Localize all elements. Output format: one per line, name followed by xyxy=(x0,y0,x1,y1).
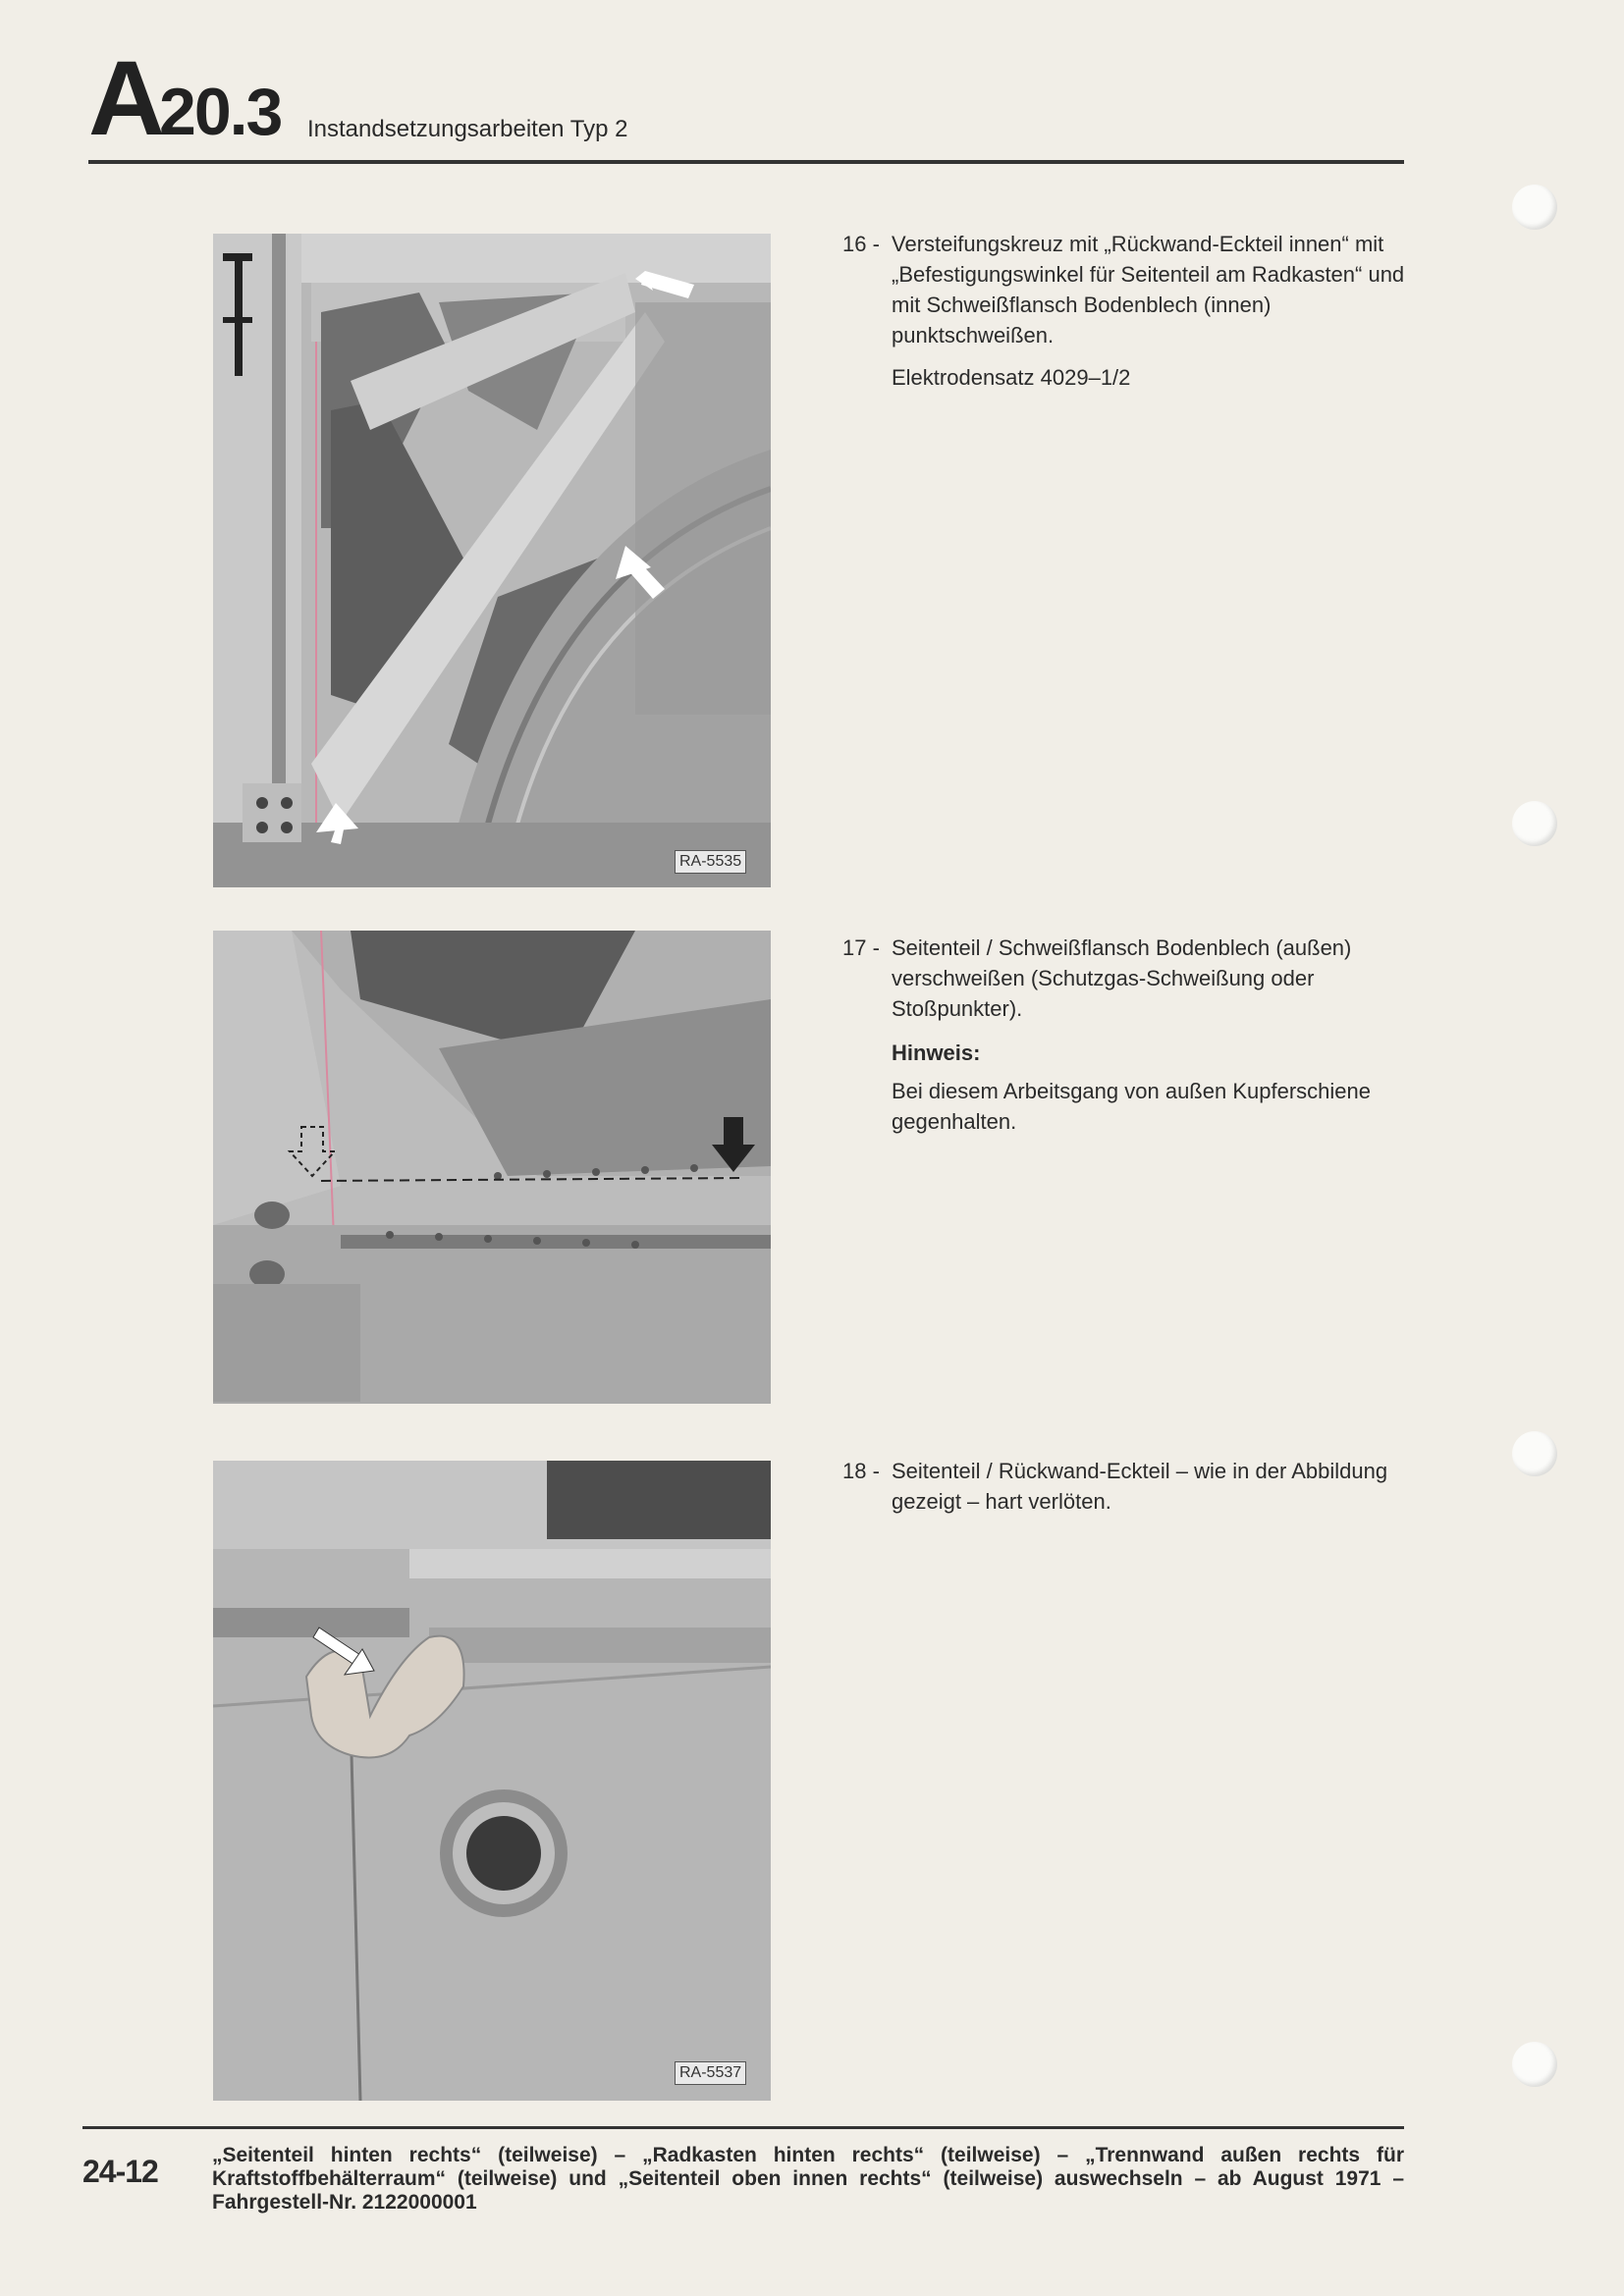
page-header xyxy=(88,38,1404,167)
binder-hole-icon xyxy=(1512,1431,1557,1476)
photo-floor-flange xyxy=(213,931,771,1404)
binder-hole-icon xyxy=(1512,801,1557,846)
step-text: Seitenteil / Rückwand-Eckteil – wie in der Abbildung gezeigt – hart verlöten. xyxy=(892,1459,1388,1514)
section-title: Instandsetzungsarbeiten Typ 2 xyxy=(307,116,628,142)
step-16 xyxy=(842,229,1432,393)
note-heading: Hinweis: xyxy=(892,1041,981,1065)
binder-hole-icon xyxy=(1512,185,1557,230)
step-text: Versteifungskreuz mit „Rückwand-Eckteil innen“ mit „Befestigungswinkel für Seitenteil am Radkasten“ und mit Schweißflansch Bodenblech (innen) punktschweißen. xyxy=(892,232,1405,347)
step-tool-note: Elektrodensatz 4029–1/2 xyxy=(892,365,1131,390)
photo-brazed-joint xyxy=(213,1461,771,2101)
section-code-number: 20.3 xyxy=(159,75,282,149)
header-rule xyxy=(88,160,1404,164)
page-number: 24-12 xyxy=(82,2154,158,2189)
footer-rule xyxy=(82,2126,1404,2129)
note-text: Bei diesem Arbeitsgang von außen Kupferschiene gegenhalten. xyxy=(892,1079,1371,1134)
photo-brazed-joint-image xyxy=(213,1461,771,2101)
step-number: 17 - xyxy=(842,935,880,960)
section-code xyxy=(88,38,282,161)
photo-floor-flange-image xyxy=(213,931,771,1404)
step-text: Seitenteil / Schweißflansch Bodenblech (außen) verschweißen (Schutzgas-Schweißung oder Stoßpunkter). xyxy=(892,935,1352,1021)
binder-hole-icon xyxy=(1512,2042,1557,2087)
footer-description: „Seitenteil hinten rechts“ (teilweise) – „Radkasten hinten rechts“ (teilweise) – „Trennwand außen rechts für Kraftstoffbehälterraum“ (teilweise) und „Seitenteil oben innen rechts“ (teilweise) auswechseln – ab August 1971 – Fahrgestell-Nr. 2122000001 xyxy=(212,2144,1404,2214)
step-number: 16 - xyxy=(842,232,880,256)
step-18 xyxy=(842,1456,1432,1517)
photo-stiffening-cross xyxy=(213,234,771,887)
section-code-letter: A xyxy=(88,38,159,157)
photo-reference-label: RA-5537 xyxy=(675,2061,746,2085)
step-number: 18 - xyxy=(842,1459,880,1483)
step-17 xyxy=(842,933,1432,1137)
photo-reference-label: RA-5535 xyxy=(675,850,746,874)
photo-stiffening-cross-image xyxy=(213,234,771,887)
